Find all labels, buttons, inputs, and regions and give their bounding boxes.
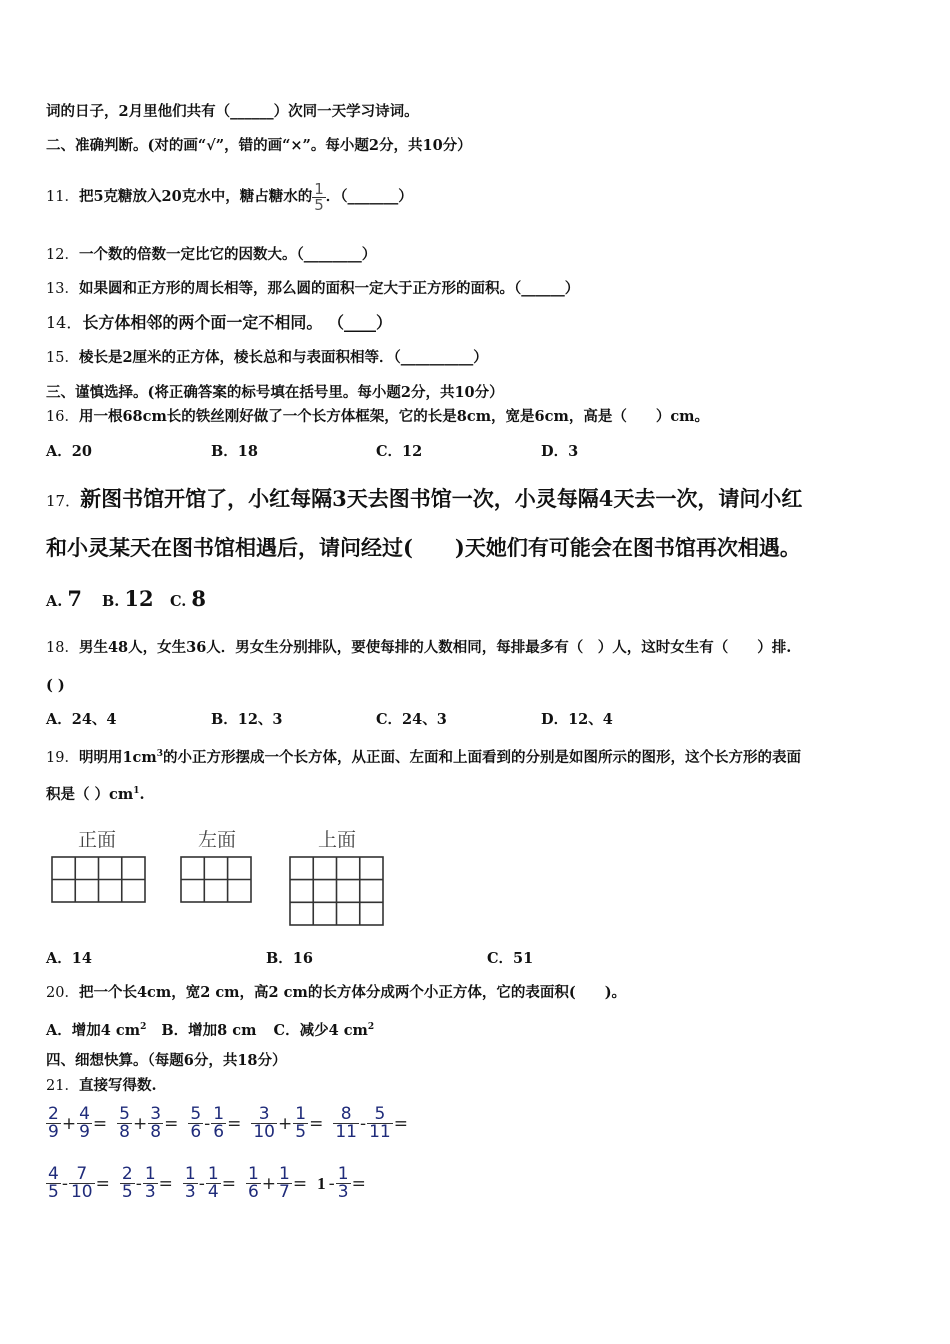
equals-sign: = bbox=[221, 1173, 236, 1194]
equals-sign: = bbox=[393, 1113, 408, 1134]
fraction-term: $\frac{1}{7}$ bbox=[279, 1164, 290, 1202]
equals-sign: = bbox=[292, 1173, 308, 1194]
section-2-heading: 二、准确判断。(对的画“√”，错的画“×”。每小题2分，共10分） bbox=[46, 137, 472, 154]
calc-expression bbox=[188, 1104, 247, 1142]
left-view-grid bbox=[180, 856, 253, 904]
fraction-term: $\frac{3}{8}$ bbox=[150, 1104, 162, 1142]
q19-option-b: B．16 bbox=[266, 950, 313, 967]
calc-expression bbox=[246, 1164, 313, 1202]
question-19-line-2: 积是（ ）$cm^1$. bbox=[46, 785, 145, 803]
operator: + bbox=[261, 1173, 277, 1194]
equals-sign: = bbox=[92, 1113, 108, 1134]
operator: - bbox=[359, 1113, 367, 1134]
section-4-heading: 四、细想快算。（每题6分，共18分） bbox=[46, 1052, 287, 1069]
fraction-term-whole-number: 1 bbox=[317, 1173, 326, 1193]
q16-option-b: B．18 bbox=[211, 443, 258, 460]
operator: - bbox=[61, 1173, 68, 1194]
calc-expression bbox=[317, 1164, 372, 1202]
fraction-term: $\frac{8}{11}$ bbox=[335, 1104, 357, 1142]
q16-option-a: A．20 bbox=[46, 443, 92, 460]
section-3-heading: 三、谨慎选择。(将正确答案的标号填在括号里。每小题2分，共10分） bbox=[46, 384, 504, 401]
fraction-term: $\frac{5}{11}$ bbox=[369, 1104, 391, 1142]
front-view-grid bbox=[51, 856, 147, 904]
front-view-label: 正面 bbox=[78, 829, 117, 851]
q18-option-d: D．12、4 bbox=[541, 711, 613, 728]
operator: + bbox=[61, 1113, 77, 1134]
fraction-term: $\frac{1}{3}$ bbox=[337, 1164, 349, 1202]
operator: + bbox=[132, 1113, 148, 1134]
q18-option-a: A．24、4 bbox=[46, 711, 117, 728]
calculation-row-2 bbox=[46, 1166, 376, 1201]
q20-options bbox=[46, 1017, 374, 1041]
fraction-term: $\frac{7}{10}$ bbox=[70, 1164, 93, 1202]
question-18-line-1: 18．男生48人，女生36人．男女生分别排队，要使每排的人数相同，每排最多有（ ）人，这时女生有（ ）排. bbox=[46, 639, 792, 656]
operator: + bbox=[278, 1113, 293, 1134]
q17-option-c: C. 8 bbox=[170, 586, 207, 611]
fraction-term: $\frac{2}{5}$ bbox=[121, 1164, 133, 1202]
question-18-line-2: ( ) bbox=[46, 677, 65, 694]
fraction-term: $\frac{1}{5}$ bbox=[295, 1104, 307, 1142]
equals-sign: = bbox=[164, 1113, 179, 1134]
calc-expression bbox=[333, 1104, 414, 1142]
calc-expression bbox=[183, 1164, 242, 1202]
equals-sign: = bbox=[351, 1173, 366, 1194]
fraction-term: $\frac{5}{6}$ bbox=[190, 1104, 202, 1142]
fraction-term: $\frac{5}{8}$ bbox=[119, 1104, 130, 1142]
question-17-line-2: 和小灵某天在图书馆相遇后，请问经过( )天她们有可能会在图书馆再次相遇。 bbox=[46, 535, 801, 560]
operator: - bbox=[204, 1113, 211, 1134]
fraction-term: $\frac{4}{9}$ bbox=[79, 1104, 90, 1142]
fraction-one-fifth: $\frac{1}{5}$ bbox=[314, 179, 324, 214]
fraction-term: $\frac{3}{10}$ bbox=[253, 1104, 275, 1142]
question-21: 21．直接写得数. bbox=[46, 1077, 157, 1094]
q18-option-b: B．12、3 bbox=[211, 711, 283, 728]
fraction-term: $\frac{1}{3}$ bbox=[184, 1164, 196, 1202]
operator: - bbox=[328, 1173, 335, 1194]
q20-option-b: B．增加8 cm bbox=[161, 1021, 257, 1039]
operator: - bbox=[135, 1173, 142, 1194]
q16-option-d: D．3 bbox=[541, 443, 579, 460]
question-20: 20．把一个长4cm，宽2 cm，高2 cm的长方体分成两个小正方体，它的表面积( )。 bbox=[46, 984, 627, 1001]
fraction-term: $\frac{1}{3}$ bbox=[144, 1164, 156, 1202]
question-16: 16．用一根68cm长的铁丝刚好做了一个长方体框架，它的长是8cm，宽是6cm，高是（ ）cm。 bbox=[46, 408, 709, 425]
question-11: 11．把5克糖放入20克水中，糖占糖水的 $\frac{1}{5}$ ．（_______） bbox=[46, 179, 413, 214]
equals-sign: = bbox=[227, 1113, 242, 1134]
calc-expression bbox=[117, 1104, 184, 1142]
equals-sign: = bbox=[158, 1173, 173, 1194]
calc-expression bbox=[251, 1104, 329, 1142]
top-view-label: 上面 bbox=[318, 829, 357, 851]
calc-expression bbox=[46, 1104, 113, 1142]
q17-option-b: B. 12 bbox=[102, 586, 154, 611]
question-12: 12．一个数的倍数一定比它的因数大。（________） bbox=[46, 246, 377, 263]
calculation-row-1 bbox=[46, 1106, 418, 1141]
fraction-term: $\frac{1}{6}$ bbox=[213, 1104, 225, 1142]
continuation-line: 词的日子，2月里他们共有（______）次同一天学习诗词。 bbox=[46, 103, 419, 120]
fraction-term: $\frac{2}{9}$ bbox=[48, 1104, 59, 1142]
question-14: 14．长方体相邻的两个面一定不相同。 （____） bbox=[46, 313, 392, 332]
q18-option-c: C．24、3 bbox=[376, 711, 447, 728]
q17-option-a: A. 7 bbox=[46, 586, 82, 611]
operator: - bbox=[198, 1173, 205, 1194]
calc-expression bbox=[120, 1164, 179, 1202]
q20-option-a: A．增加4 $cm^2$ bbox=[46, 1021, 147, 1039]
question-15: 15．棱长是2厘米的正方体，棱长总和与表面积相等．（__________） bbox=[46, 349, 488, 366]
q20-option-c: C．减少4 $cm^2$ bbox=[273, 1021, 375, 1039]
top-view-grid bbox=[289, 856, 385, 927]
fraction-term: $\frac{1}{6}$ bbox=[247, 1164, 259, 1202]
calc-expression bbox=[46, 1164, 116, 1202]
q19-option-c: C．51 bbox=[487, 950, 534, 967]
question-17-line-1: 17．新图书馆开馆了，小红每隔3天去图书馆一次，小灵每隔4天去一次，请问小红 bbox=[46, 486, 803, 511]
left-view-label: 左面 bbox=[198, 829, 237, 851]
equals-sign: = bbox=[95, 1173, 110, 1194]
q16-option-c: C．12 bbox=[376, 443, 423, 460]
question-13: 13．如果圆和正方形的周长相等，那么圆的面积一定大于正方形的面积。（______） bbox=[46, 280, 580, 297]
equals-sign: = bbox=[309, 1113, 324, 1134]
question-19-line-1: 19．明明用$1cm^3$的小正方形摆成一个长方体，从正面、左面和上面看到的分别是如图所示的图形，这个长方形的表面 bbox=[46, 748, 801, 766]
q19-option-a: A．14 bbox=[46, 950, 92, 967]
fraction-term: $\frac{4}{5}$ bbox=[48, 1164, 59, 1202]
fraction-term: $\frac{1}{4}$ bbox=[207, 1164, 219, 1202]
